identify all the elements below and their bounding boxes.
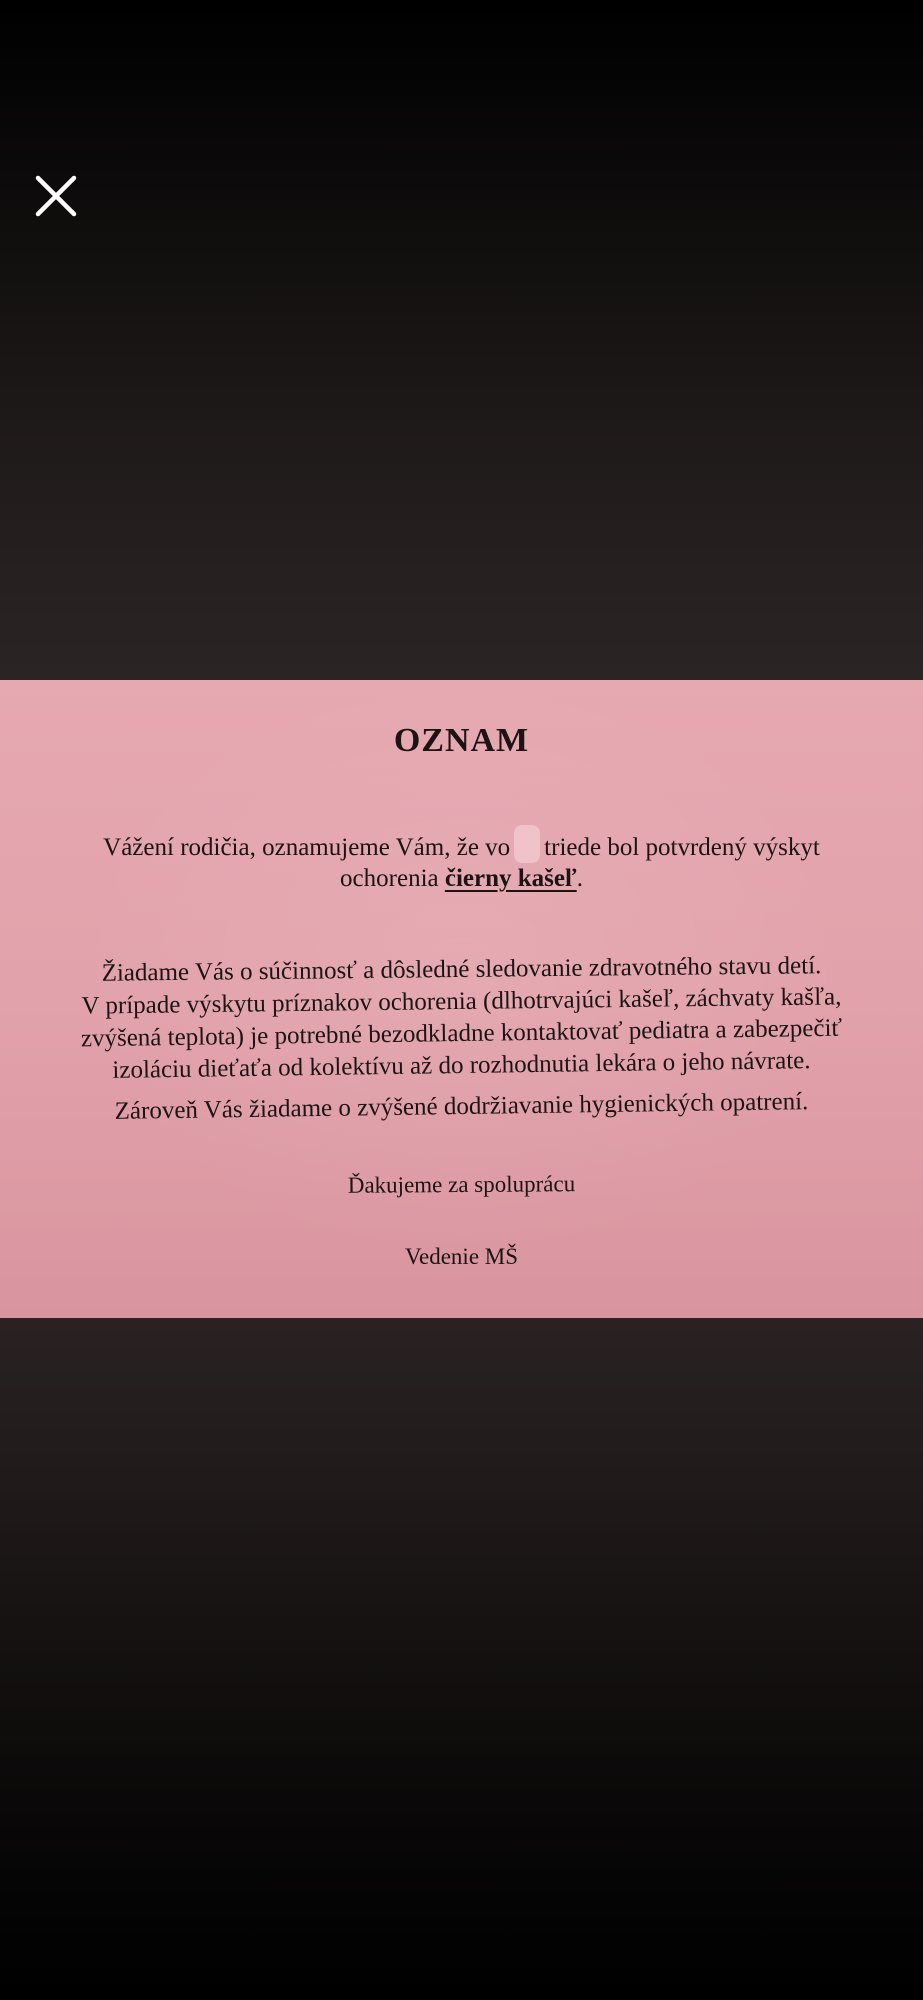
intro-line-2: [0, 864, 923, 894]
request-line-1: Žiadame Vás o súčinnosť a dôsledné sledovanie zdravotného stavu detí.: [101, 952, 822, 987]
intro-text-before-class: Vážení rodičia, oznamujeme Vám, že vo: [103, 834, 511, 861]
intro-period: .: [576, 865, 583, 892]
notice-title: OZNAM: [393, 722, 530, 759]
intro-disease-prefix: ochorenia: [340, 865, 445, 892]
request-line-2: V prípade výskytu príznakov ochorenia (dlhotrvajúci kašeľ, záchvaty kašľa,: [81, 983, 842, 1020]
intro-line-1: [0, 825, 923, 863]
hygiene-line: Zároveň Vás žiadame o zvýšené dodržiavanie hygienických opatrení.: [114, 1088, 809, 1125]
request-line-4: izoláciu dieťaťa od kolektívu až do rozhodnutia lekára o jeho návrate.: [112, 1047, 811, 1084]
disease-name: čierny kašeľ: [444, 865, 577, 892]
request-line-3: zvýšená teplota) je potrebné bezodkladne kontaktovať pediatra a zabezpečiť: [80, 1014, 843, 1053]
redacted-class-name: [514, 825, 540, 863]
notice-photo: [0, 680, 923, 1318]
close-icon: [30, 170, 82, 222]
thanks-line: Ďakujeme za spoluprácu: [347, 1171, 576, 1198]
intro-text-after-class: triede bol potvrdený výskyt: [544, 834, 820, 861]
notice-document: [0, 680, 923, 1318]
close-button[interactable]: [30, 170, 82, 222]
signature-line: Vedenie MŠ: [404, 1244, 519, 1269]
